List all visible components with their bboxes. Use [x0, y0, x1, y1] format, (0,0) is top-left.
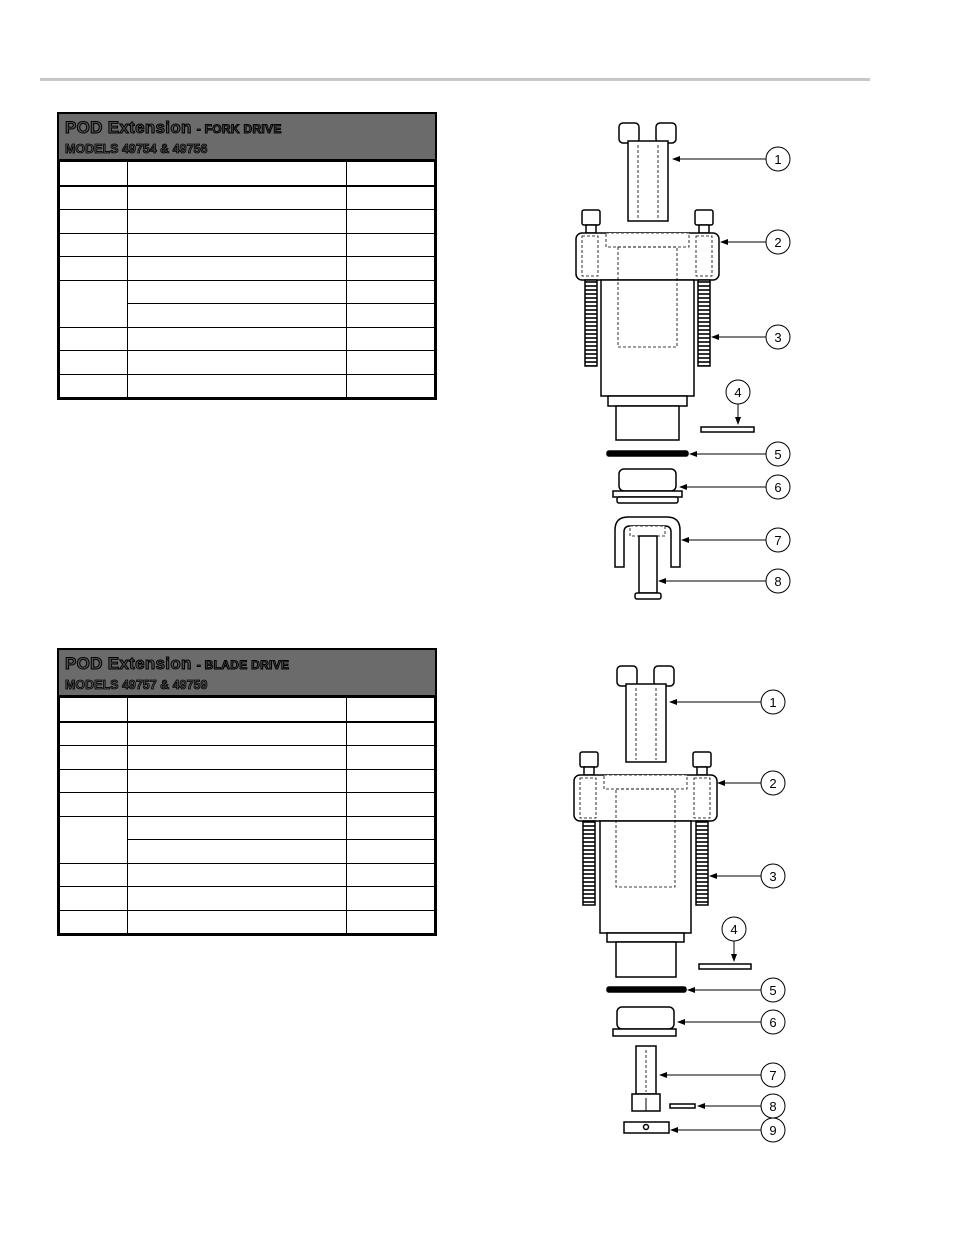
- table-title-sub: - FORK DRIVE: [196, 122, 282, 136]
- callout-label: 4: [730, 922, 738, 937]
- table-title-main: POD Extension: [65, 118, 192, 137]
- part-2-flange: [576, 233, 719, 280]
- callout-label: 5: [769, 983, 777, 998]
- table-models: MODELS 49757 & 49759: [65, 678, 208, 692]
- callout-label: 2: [769, 776, 777, 791]
- callout-label: 8: [769, 1099, 777, 1114]
- callout-label: 4: [734, 385, 742, 400]
- callout-label: 3: [769, 869, 777, 884]
- callout-label: 9: [769, 1123, 777, 1138]
- callout-label: 7: [774, 533, 782, 548]
- callout-label: 5: [774, 447, 782, 462]
- part-1-bolt: [619, 123, 676, 221]
- callout-label: 1: [769, 695, 777, 710]
- callout-label: 1: [774, 152, 782, 167]
- callout-label: 6: [774, 480, 782, 495]
- blade-drive-drawing: [574, 666, 751, 1133]
- table-models: MODELS 49754 & 49756: [65, 142, 208, 156]
- callout-label: 6: [769, 1015, 777, 1030]
- callout-label: 7: [769, 1068, 777, 1083]
- callout-label: 3: [774, 330, 782, 345]
- fork-drive-drawing: [576, 123, 754, 599]
- callout-label: 8: [774, 574, 782, 589]
- table-title-main: POD Extension: [65, 654, 192, 673]
- callout-label: 2: [774, 235, 782, 250]
- table-title-sub: - BLADE DRIVE: [196, 658, 290, 672]
